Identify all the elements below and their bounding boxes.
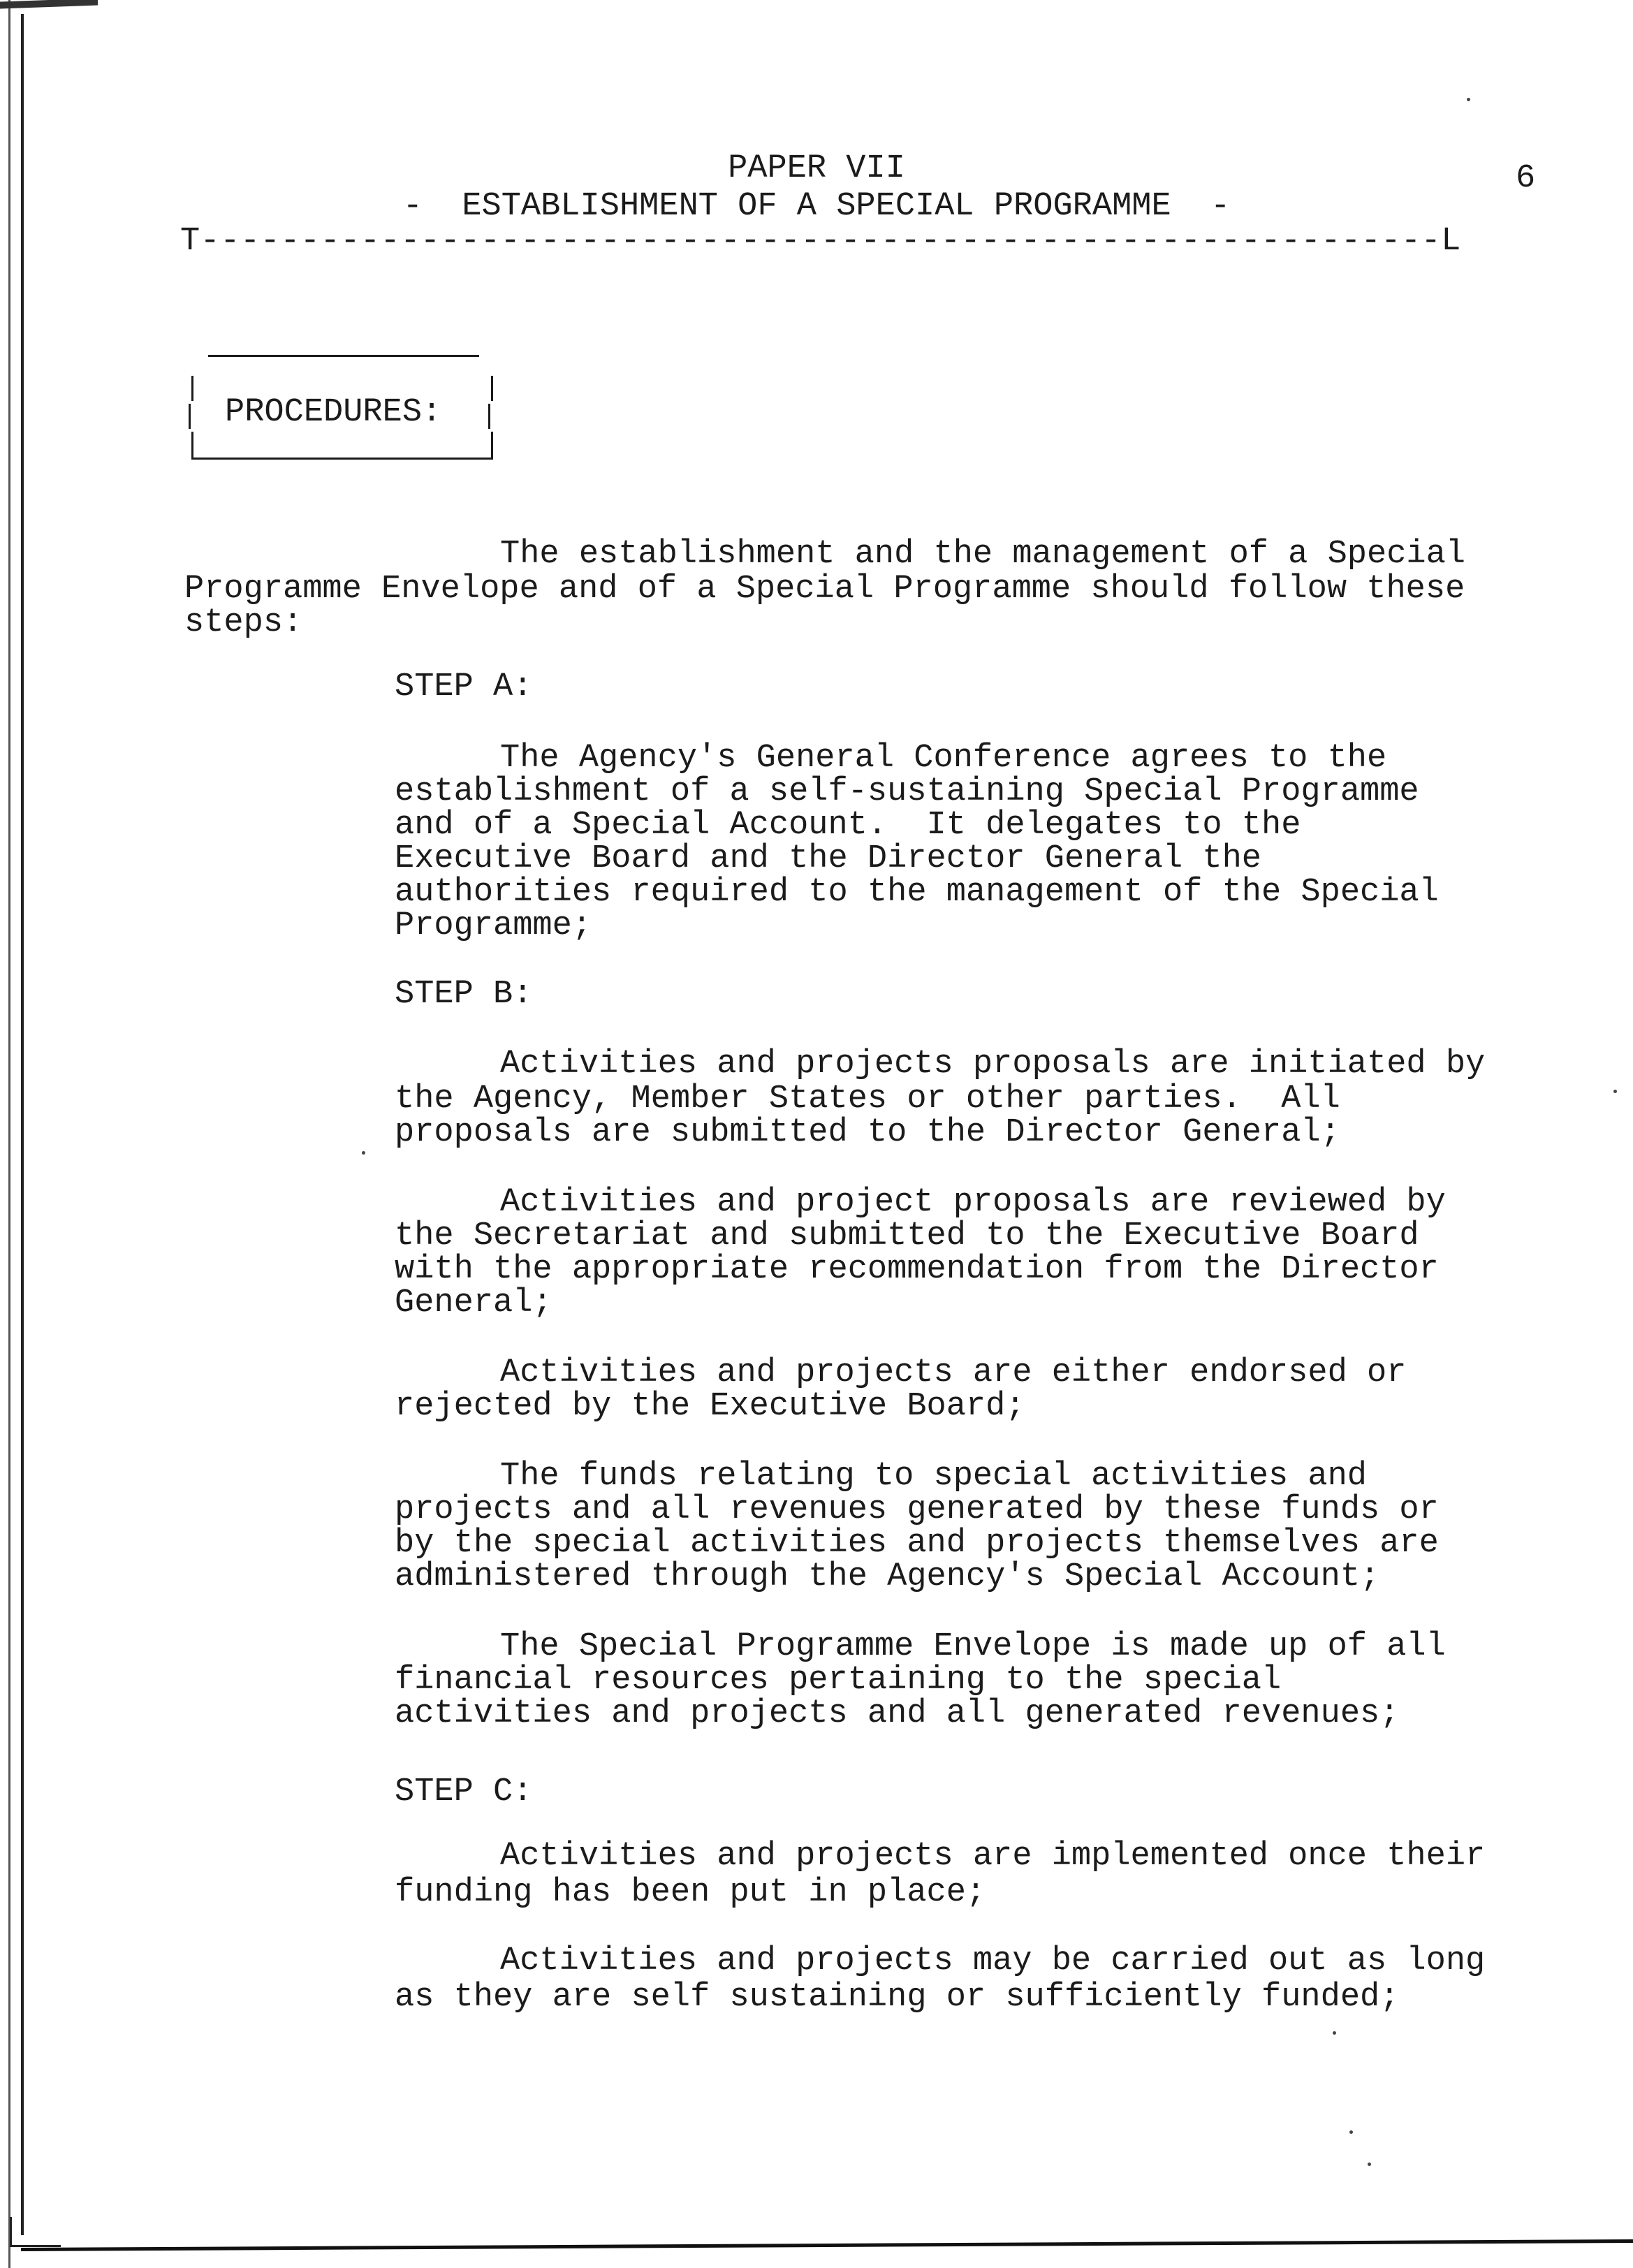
- step-a-line: establishment of a self-sustaining Special Programme: [395, 773, 1419, 810]
- step-b-line: by the special activities and projects themselves are: [395, 1525, 1439, 1562]
- step-b-line: The funds relating to special activities and: [500, 1458, 1368, 1495]
- step-a-line: Executive Board and the Director General the: [395, 840, 1262, 877]
- procedures-heading: PROCEDURES:: [225, 394, 442, 431]
- step-b-line: The Special Programme Envelope is made up of all: [500, 1628, 1446, 1665]
- intro-line: The establishment and the management of a Special: [500, 536, 1466, 573]
- intro-line: Programme Envelope and of a Special Programme should follow these: [184, 571, 1465, 608]
- header-rule: T--------------------------------------------------------------L: [180, 223, 1461, 260]
- scan-edge: [21, 14, 24, 2235]
- step-b-line: with the appropriate recommendation from the Director: [395, 1251, 1439, 1288]
- step-b-line: administered through the Agency's Special Account;: [395, 1558, 1380, 1595]
- scan-speck: [1349, 2130, 1353, 2134]
- intro-line: steps:: [184, 604, 303, 641]
- step-c-heading: STEP C:: [395, 1773, 533, 1810]
- step-a-line: The Agency's General Conference agrees to the: [500, 740, 1387, 777]
- step-b-heading: STEP B:: [395, 976, 533, 1013]
- step-b-line: rejected by the Executive Board;: [395, 1388, 1025, 1425]
- scan-edge: [8, 0, 10, 2268]
- scan-speck: [1368, 2163, 1371, 2166]
- scan-speck: [362, 1151, 365, 1155]
- page-subtitle: - ESTABLISHMENT OF A SPECIAL PROGRAMME -: [402, 188, 1231, 225]
- step-b-line: the Agency, Member States or other parties. All: [395, 1081, 1340, 1118]
- scan-speck: [1333, 2031, 1336, 2035]
- scan-edge: [0, 0, 98, 8]
- step-b-line: Activities and projects proposals are initiated by: [500, 1046, 1486, 1083]
- scan-speck: [1467, 98, 1470, 101]
- step-a-line: Programme;: [395, 907, 592, 944]
- step-b-line: Activities and projects are either endorsed or: [500, 1354, 1407, 1391]
- step-c-line: Activities and projects are implemented once their: [500, 1838, 1486, 1875]
- step-b-line: projects and all revenues generated by these funds or: [395, 1491, 1439, 1528]
- step-a-line: and of a Special Account. It delegates to the: [395, 807, 1301, 844]
- page-title: PAPER VII: [728, 150, 905, 187]
- step-a-heading: STEP A:: [395, 668, 533, 705]
- step-b-line: activities and projects and all generated revenues;: [395, 1695, 1400, 1732]
- step-b-line: proposals are submitted to the Director General;: [395, 1114, 1340, 1151]
- scan-edge: [21, 2239, 1633, 2251]
- step-c-line: Activities and projects may be carried out as long: [500, 1943, 1486, 1980]
- step-b-line: General;: [395, 1285, 552, 1322]
- step-c-line: funding has been put in place;: [395, 1874, 986, 1911]
- page-number: 6: [1516, 160, 1536, 197]
- step-b-line: financial resources pertaining to the special: [395, 1662, 1282, 1699]
- procedures-box: [191, 355, 493, 460]
- step-c-line: as they are self sustaining or sufficiently funded;: [395, 1979, 1400, 2016]
- scan-speck: [1613, 1090, 1617, 1093]
- step-a-line: authorities required to the management of the Special: [395, 874, 1439, 911]
- step-b-line: the Secretariat and submitted to the Executive Board: [395, 1217, 1419, 1254]
- step-b-line: Activities and project proposals are reviewed by: [500, 1184, 1446, 1221]
- scan-corner: [10, 2217, 61, 2247]
